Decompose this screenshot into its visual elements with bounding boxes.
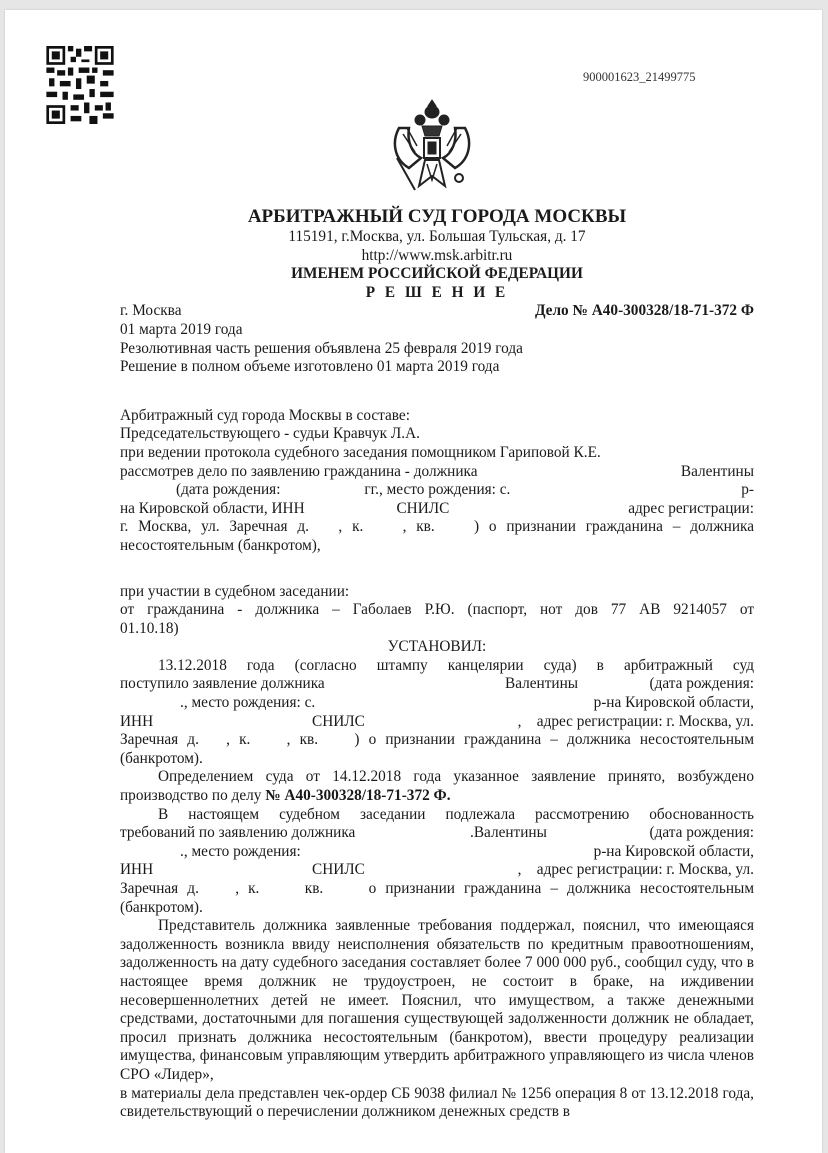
paragraph-line: (банкротом). [120, 898, 203, 916]
paragraph: Представитель должника заявленные требования поддержал, пояснил, что имеющаяся задолженность возникла ввиду неисполнения обязательств по кредитным правоотношениям, задолженность на дату судебного заседания составляет более 7 000 000 руб., сообщил суду, что в настоящее время должник не трудоустроен, не состоит в браке, на иждивении несовершеннолетних детей не имеет. Пояснил, что имуществом, а также денежными средствами, достаточными для погашения существующей задолженности должник не обладает, просил признать должника несостоятельным (банкротом), ввести процедуру реализации имущества, финансовым управляющим утвердить арбитражного управляющего из числа членов СРО «Лидер», [120, 917, 754, 1083]
paragraph-line: ИНН СНИЛС , адрес регистрации: г. Москва, ул. [120, 861, 754, 879]
resolution-announced: Резолютивная часть решения объявлена 25 февраля 2019 года [120, 339, 523, 357]
paragraph-line: Заречная д. , к. , кв. ) о признании гражданина – должника несостоятельным [120, 731, 754, 749]
paragraph-line: В настоящем судебном заседании подлежала рассмотрению обоснованность [158, 805, 754, 823]
decision-date: 01 марта 2019 года [120, 320, 243, 338]
participation-line: от гражданина - должника – Габолаев Р.Ю. (паспорт, нот дов 77 АВ 9214057 от [120, 601, 754, 619]
court-website[interactable]: http://www.msk.arbitr.ru [361, 246, 513, 264]
composition-line: (дата рождения: гг., место рождения: с. р- [176, 481, 754, 499]
court-name: АРБИТРАЖНЫЙ СУД ГОРОДА МОСКВЫ [247, 206, 627, 227]
composition-line: рассмотрев дело по заявлению гражданина - должника Валентины [120, 462, 754, 480]
case-number: Дело № А40-300328/18-71-372 Ф [534, 302, 754, 320]
in-name-heading: ИМЕНЕМ РОССИЙСКОЙ ФЕДЕРАЦИИ [291, 265, 583, 283]
city: г. Москва [120, 302, 182, 320]
document-id: 900001623_21499775 [583, 70, 696, 84]
paragraph-line: (банкротом). [120, 749, 203, 767]
paragraph-line: поступило заявление должника Валентины (дата рождения: [120, 675, 754, 693]
composition-line: несостоятельным (банкротом), [120, 536, 321, 554]
court-address: 115191, г.Москва, ул. Большая Тульская, д. 17 [288, 228, 586, 245]
paragraph-line: ИНН СНИЛС , адрес регистрации: г. Москва, ул. [120, 712, 754, 730]
coat-of-arms-icon [387, 98, 477, 198]
paragraph: Определением суда от 14.12.2018 года указанное заявление принято, возбуждено производство по делу № А40-300328/18-71-372 Ф. [120, 768, 754, 805]
established-heading: УСТАНОВИЛ: [387, 638, 487, 656]
composition-intro: Арбитражный суд города Москвы в составе: [120, 406, 410, 424]
paragraph-line: ., место рождения: р-на Кировской области, [180, 842, 754, 860]
paragraph: в материалы дела представлен чек-ордер СБ 9038 филиал № 1256 операция 8 от 13.12.2018 года, свидетельствующий о перечислении должником денежных средств в [120, 1084, 754, 1121]
case-number-reference: № А40-300328/18-71-372 Ф. [265, 787, 451, 805]
decision-heading: Р Е Ш Е Н И Е [365, 283, 509, 301]
paragraph-line: ., место рождения: с. р-на Кировской области, [180, 694, 754, 712]
document-page [5, 10, 822, 1153]
protocol-keeper: при ведении протокола судебного заседания помощником Гариповой К.Е. [120, 443, 601, 461]
participation-line: 01.10.18) [120, 619, 179, 637]
paragraph-line: Заречная д. , к. кв. о признании гражданина – должника несостоятельным [120, 880, 754, 897]
full-decision-date: Решение в полном объеме изготовлено 01 марта 2019 года [120, 358, 500, 376]
qr-code-icon [46, 46, 114, 124]
participation-intro: при участии в судебном заседании: [120, 582, 350, 600]
paragraph-line: 13.12.2018 года (согласно штампу канцелярии суда) в арбитражный суд [158, 656, 754, 674]
paragraph-line: требований по заявлению должника .Валентины (дата рождения: [120, 824, 754, 842]
composition-line: на Кировской области, ИНН СНИЛС адрес регистрации: [120, 499, 754, 517]
city-case-row [120, 302, 754, 321]
presiding-judge: Председательствующего - судьи Кравчук Л.А. [120, 425, 420, 443]
composition-line: г. Москва, ул. Заречная д. , к. , кв. ) о признании гражданина – должника [120, 518, 754, 536]
document-body [120, 206, 754, 1122]
